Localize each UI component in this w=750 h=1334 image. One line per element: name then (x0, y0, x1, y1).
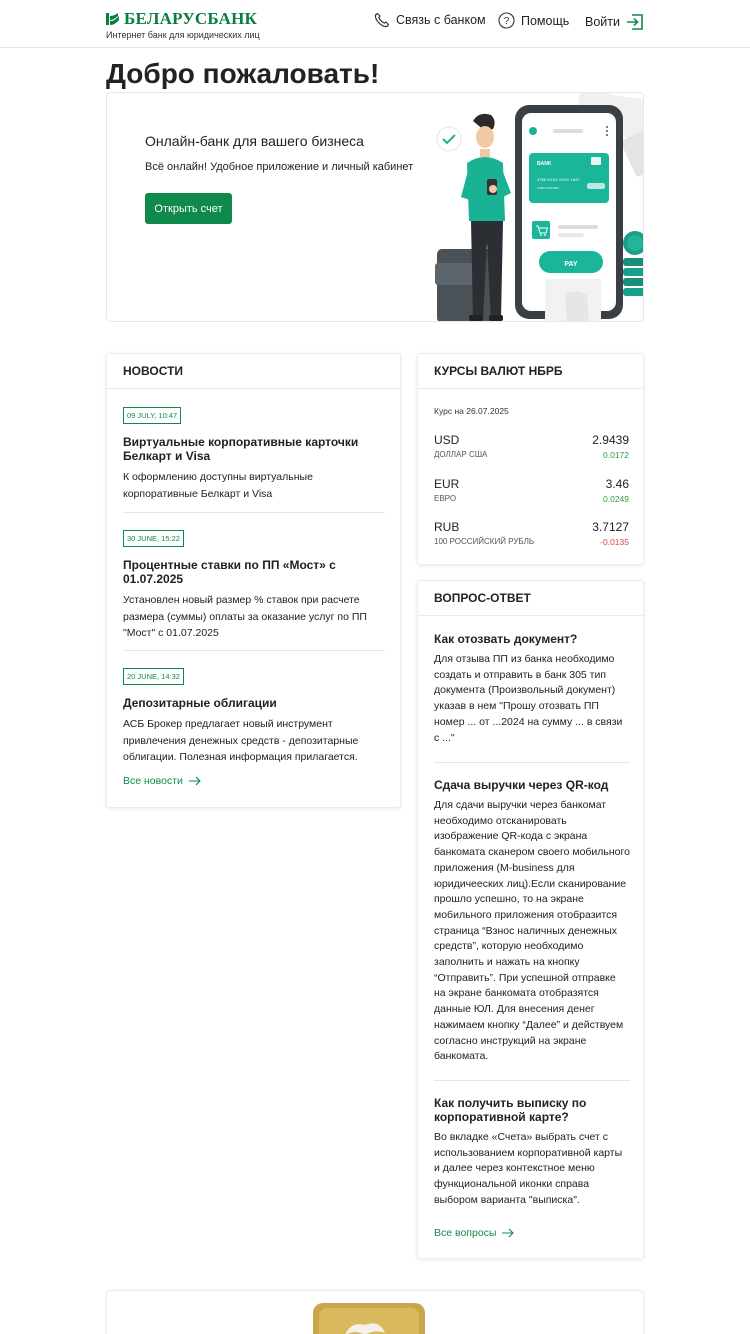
news-date-badge: 09 JULY, 10:47 (123, 407, 181, 424)
rate-value: 3.7127 (592, 520, 629, 534)
faq-answer: Во вкладке «Счета» выбрать счет с использованием корпоративной карты и далее через контекстное меню функциональной иконки справа выбором варианта "выписка". (434, 1131, 623, 1206)
logo[interactable] (106, 9, 260, 40)
news-text: К оформлению доступны виртуальные корпоративные Белкарт и Visa (123, 471, 313, 500)
bottom-promo-card (106, 1290, 644, 1334)
illustration-card-label: BANK (537, 161, 552, 167)
faq-item[interactable] (434, 1096, 630, 1209)
exchange-rates-card (417, 353, 644, 565)
news-date-badge: 20 JUNE, 14:32 (123, 668, 184, 685)
rate-code: RUB (434, 520, 460, 534)
open-account-button[interactable]: Открыть счет (145, 193, 232, 224)
all-questions-link[interactable] (434, 1227, 514, 1239)
news-text: АСБ Брокер предлагает новый инструмент привлечения денежных средств - депозитарные облигации. Полезная информация прилагается. (123, 718, 359, 763)
news-text: Установлен новый размер % ставок при расчете размера (суммы) оплаты за оказание услуг по ПП "Мост" с 01.07.2025 (123, 594, 367, 639)
all-questions-label: Все вопросы (434, 1227, 497, 1239)
rate-value: 2.9439 (592, 433, 629, 447)
rate-name: ДОЛЛАР США (434, 450, 488, 459)
faq-item[interactable] (434, 632, 630, 746)
faq-divider (434, 762, 630, 763)
news-card (106, 353, 401, 808)
faq-question[interactable]: Сдача выручки через QR-код (434, 778, 609, 792)
news-item[interactable] (123, 405, 385, 502)
promo-banner (106, 92, 644, 322)
bottom-promo-illustration (107, 1291, 644, 1334)
news-date-badge: 30 JUNE, 15:22 (123, 530, 184, 547)
faq-question[interactable]: Как получить выписку по корпоративной карте? (434, 1096, 587, 1124)
faq-item[interactable] (434, 778, 630, 1065)
news-title[interactable]: Виртуальные корпоративные карточки Белкарт и Visa (123, 435, 359, 463)
all-news-label: Все новости (123, 775, 183, 787)
mobile-banking-illustration (427, 93, 644, 322)
arrow-right-icon (502, 1228, 514, 1238)
promo-text: Всё онлайн! Удобное приложение и личный кабинет (145, 161, 414, 173)
rates-date: Курс на 26.07.2025 (434, 406, 509, 416)
logo-text: БЕЛАРУСБАНК (124, 9, 258, 28)
header (0, 0, 750, 48)
rate-name: 100 РОССИЙСКИЙ РУБЛЬ (434, 537, 535, 546)
news-heading: НОВОСТИ (107, 354, 400, 389)
faq-card (417, 580, 644, 1259)
faq-answer: Для отзыва ПП из банка необходимо создать и отправить в банк 305 тип документа (Произвольный документ) указав в нем "Прошу отозвать ПП номер ... от ...2024 на сумму ... в связи с ..." (434, 653, 623, 744)
news-divider (123, 650, 385, 651)
login-label: Войти (585, 15, 620, 29)
illustration-pay-label: PAY (564, 261, 578, 268)
contact-bank-link[interactable] (374, 12, 486, 28)
logo-mark-icon (106, 12, 120, 26)
rate-change: 0.0172 (603, 450, 629, 460)
illustration-card-holder: CARD HOLDER (537, 186, 559, 190)
help-label: Помощь (521, 13, 570, 28)
promo-title: Онлайн-банк для вашего бизнеса (145, 133, 364, 149)
rate-value: 3.46 (605, 477, 629, 491)
rate-change: 0.0249 (603, 494, 629, 504)
faq-question[interactable]: Как отозвать документ? (434, 632, 578, 646)
phone-icon (374, 12, 390, 28)
help-link[interactable] (498, 12, 569, 29)
all-news-link[interactable] (123, 775, 201, 787)
rate-code: USD (434, 433, 460, 447)
faq-divider (434, 1080, 630, 1081)
illustration-card-number: 4766 XXXX XXXX 1547 (537, 177, 580, 182)
news-item[interactable] (123, 528, 385, 642)
arrow-right-icon (189, 776, 201, 786)
logout-icon (626, 12, 646, 32)
faq-heading: ВОПРОС-ОТВЕТ (418, 581, 643, 616)
news-title[interactable]: Депозитарные облигации (123, 696, 277, 710)
help-circle-icon (498, 12, 515, 29)
contact-bank-label: Связь с банком (396, 13, 486, 27)
news-item[interactable] (123, 666, 385, 766)
page-title: Добро пожаловать! (106, 58, 380, 89)
svg-text:?: ? (503, 16, 510, 28)
rate-code: EUR (434, 477, 460, 491)
news-title[interactable]: Процентные ставки по ПП «Мост» с 01.07.2025 (123, 558, 336, 586)
faq-answer: Для сдачи выручки через банкомат необходимо отсканировать изображение QR-кода с экрана банкомата сканером своего мобильного приложения (M-business для юридичеескиx лиц).Если сканирование прошло успешно, то на экране мобильного приложения отобразится страница “Взнос наличных денежных средств”, которую необходимо заполнить и нажать на кнопку “Отправить”. При успешной отправке на экране банкомата отобразятся данные ЮЛ. Для внесения денег нажимаем кнопку “Далее” и действуем согласно инструкций на экране банкомата. (434, 799, 630, 1063)
logo-subtitle: Интернет банк для юридических лиц (106, 30, 260, 40)
news-divider (123, 512, 385, 513)
rates-heading: КУРСЫ ВАЛЮТ НБРБ (418, 354, 643, 389)
login-button[interactable] (585, 12, 646, 32)
rate-change: -0.0135 (600, 537, 629, 547)
rate-name: ЕВРО (434, 494, 457, 503)
